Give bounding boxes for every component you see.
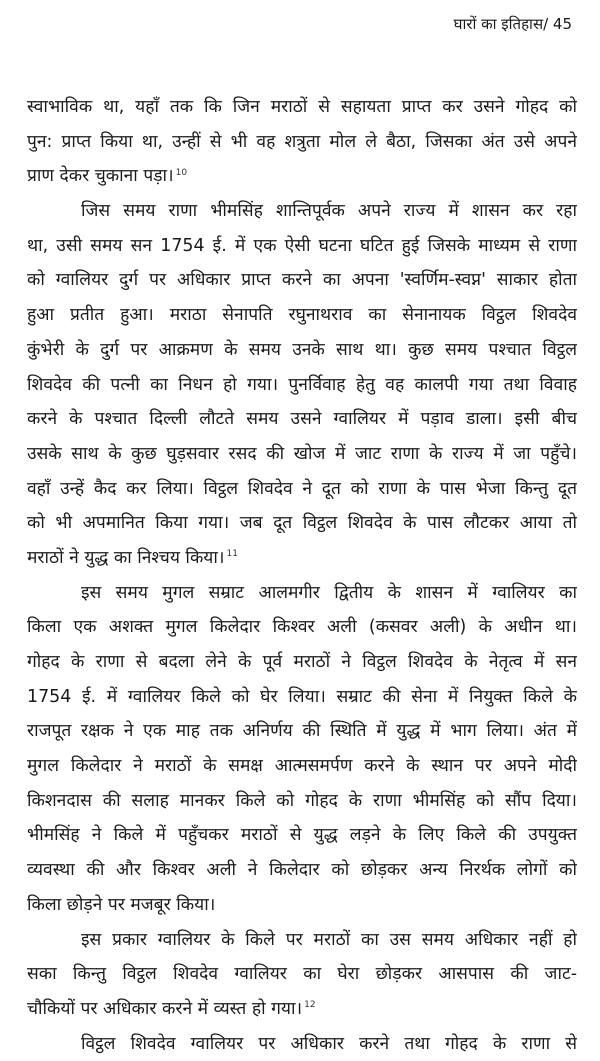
text-line: प्राण देकर चुकाना पड़ा। bbox=[27, 166, 174, 187]
text-line: इस समय मुगल सम्राट आलमगीर द्वितीय के शासन में ग्वालियर का bbox=[81, 582, 577, 603]
text-line: गोहद के राणा से बदला लेने के पूर्व मराठों ने विट्ठल शिवदेव के नेतृत्व में सन bbox=[27, 652, 577, 672]
text-line: जिस समय राणा भीमसिंह शान्तिपूर्वक अपने राज्य में शासन कर रहा bbox=[81, 201, 577, 222]
text-line: किला एक अशक्त मुगल किलेदार किश्वर अली (कसवर अली) के अधीन था। bbox=[27, 617, 577, 638]
text-line-last bbox=[27, 541, 577, 576]
text-line: शिवदेव की पत्नी का निधन हो गया। पुनर्विवाह हेतु वह कालपी गया तथा विवाह bbox=[27, 374, 577, 395]
text-line: चौकियों पर अधिकार करने में व्यस्त हो गया। bbox=[27, 998, 303, 1019]
text-line: को ग्वालियर दुर्ग पर अधिकार प्राप्त करने का अपना 'स्वर्णिम-स्वप्न' साकार होता bbox=[27, 270, 577, 291]
paragraph-5 bbox=[27, 1027, 577, 1061]
text-line: विट्ठल शिवदेव ग्वालियर पर अधिकार करने तथा गोहद के राणा से bbox=[81, 1033, 577, 1054]
text-line-last bbox=[27, 992, 577, 1027]
text-line: वहाँ उन्हें कैद कर लिया। विट्ठल शिवदेव ने दूत को राणा के पास भेजा किन्तु दूत bbox=[27, 478, 577, 499]
text-line: राजपूत रक्षक ने एक माह तक अनिर्णय की स्थिति में युद्ध में भाग लिया। अंत में bbox=[27, 721, 577, 742]
footnote-marker: 10 bbox=[175, 167, 188, 178]
paragraph-2 bbox=[27, 194, 577, 576]
text-line: इस प्रकार ग्वालियर के किले पर मराठों का उस समय अधिकार नहीं हो bbox=[81, 929, 577, 950]
text-line: भीमसिंह ने किले में पहुँचकर मराठों से युद्ध लड़ने के लिए किले की उपयुक्त bbox=[27, 825, 577, 846]
paragraph-1 bbox=[27, 90, 577, 194]
text-line: स्वाभाविक था, यहाँ तक कि जिन मराठों से सहायता प्राप्त कर उसने गोहद को bbox=[27, 97, 577, 117]
text-line: 1754 ई. में ग्वालियर किले को घेर लिया। सम्राट की सेना में नियुक्त किले के bbox=[27, 686, 577, 707]
running-header: घारों का इतिहास/ 45 bbox=[453, 15, 572, 33]
paragraph-3 bbox=[27, 576, 577, 923]
text-line: किशनदास की सलाह मानकर किले को गोहद के राणा भीमसिंह को सौंप दिया। bbox=[27, 790, 577, 811]
paragraph-4 bbox=[27, 923, 577, 1027]
text-line-last bbox=[27, 159, 577, 194]
text-line: कुंभेरी के दुर्ग पर आक्रमण के समय उनके साथ था। कुछ समय पश्चात विट्ठल bbox=[27, 339, 577, 360]
text-line: पुन: प्राप्त किया था, उन्हीं से भी वह शत्रुता मोल ले बैठा, जिसका अंत उसे अपने bbox=[27, 131, 577, 152]
text-line: व्यवस्था की और किश्वर अली ने किलेदार को छोड़कर अन्य निरर्थक लोगों को bbox=[27, 860, 577, 881]
footnote-marker: 11 bbox=[226, 549, 238, 560]
body-text bbox=[27, 90, 577, 1061]
footnote-marker: 12 bbox=[304, 1000, 316, 1011]
text-line: को भी अपमानित किया गया। जब दूत विट्ठल शिवदेव के पास लौटकर आया तो bbox=[27, 513, 577, 534]
text-line: मराठों ने युद्ध का निश्चय किया। bbox=[27, 547, 225, 568]
text-line: था, उसी समय सन 1754 ई. में एक ऐसी घटना घटित हुई जिसके माध्यम से राणा bbox=[27, 235, 577, 256]
text-line: किला छोड़ने पर मजबूर किया। bbox=[27, 894, 216, 915]
text-line: सका किन्तु विट्ठल शिवदेव ग्वालियर का घेरा छोड़कर आसपास की जाट- bbox=[27, 964, 577, 985]
text-line: हुआ प्रतीत हुआ। मराठा सेनापति रघुनाथराव का सेनानायक विट्ठल शिवदेव bbox=[27, 305, 577, 326]
text-line: मुगल किलेदार ने मराठों के समक्ष आत्मसमर्पण करने के स्थान पर अपने मोदी bbox=[27, 756, 577, 777]
text-line: उसके साथ के कुछ घुड़सवार रसद की खोज में जाट राणा के राज्य में जा पहुँचे। bbox=[27, 443, 577, 464]
text-line: करने के पश्चात दिल्ली लौटते समय उसने ग्वालियर में पड़ाव डाला। इसी बीच bbox=[27, 409, 577, 430]
